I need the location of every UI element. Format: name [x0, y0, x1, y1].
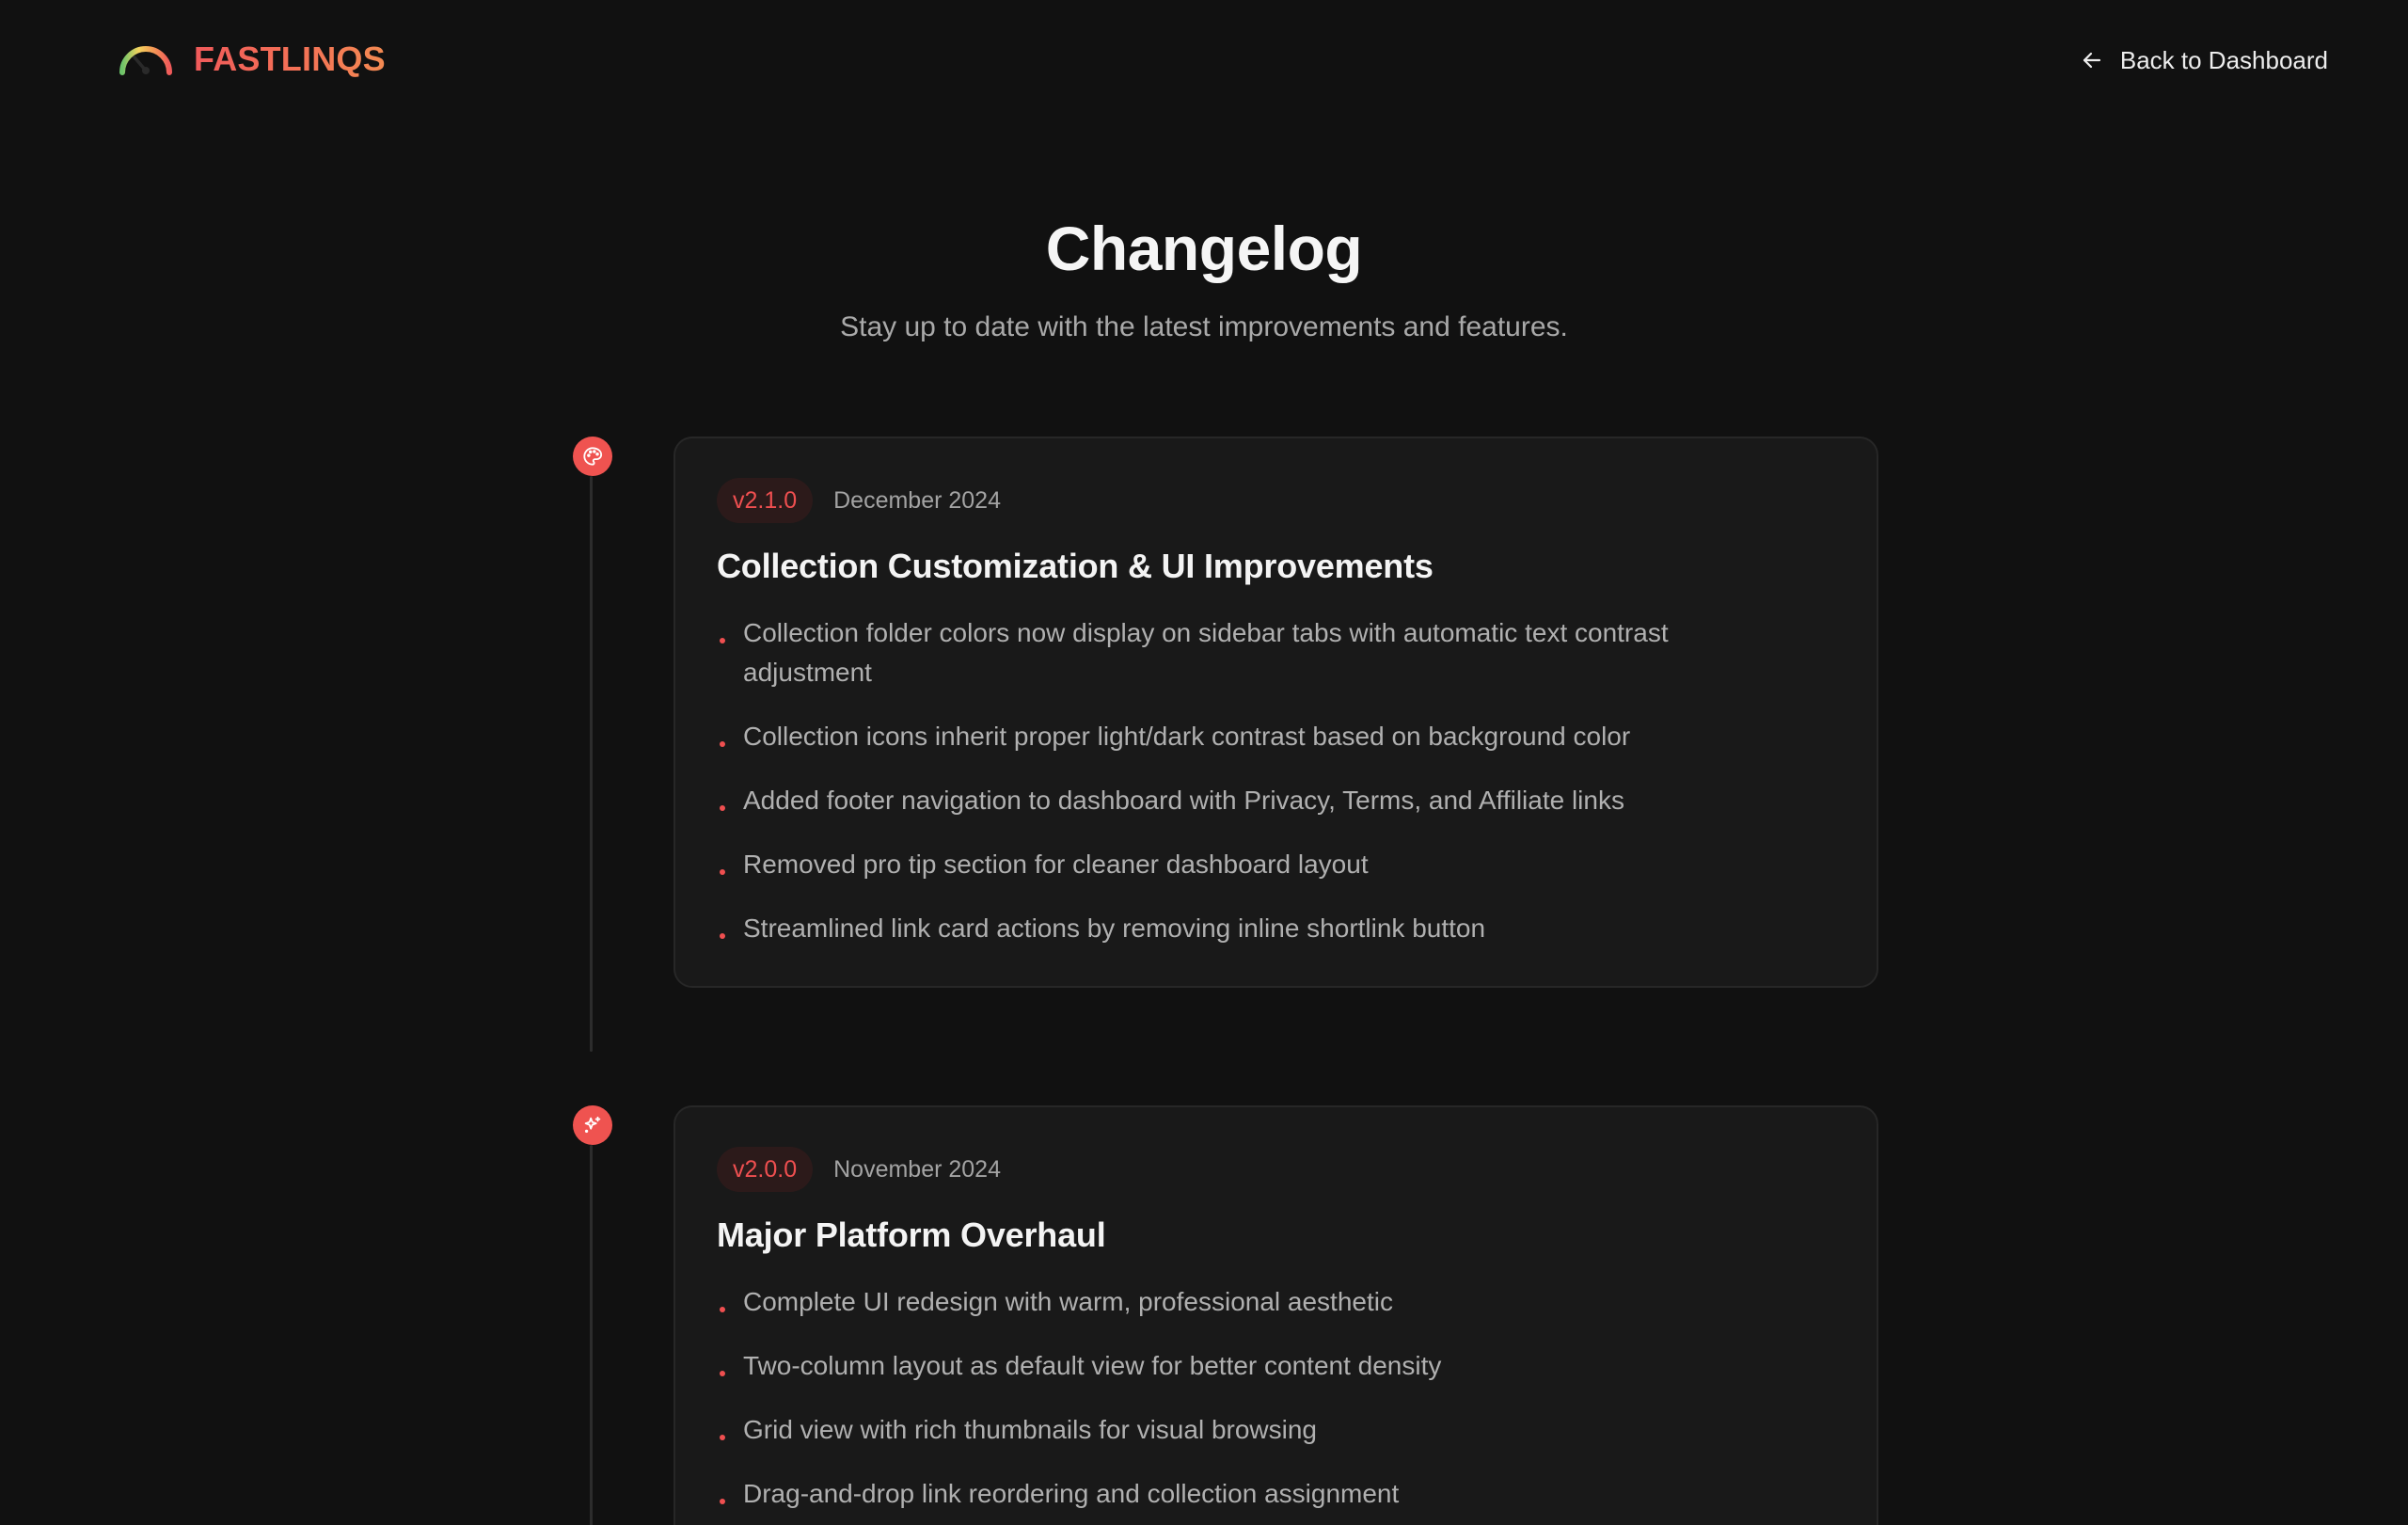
change-item [717, 909, 1751, 948]
back-to-dashboard-link[interactable] [2081, 41, 2328, 79]
palette-icon [582, 446, 603, 467]
top-header [0, 0, 2408, 120]
version-badge: v2.0.0 [717, 1147, 813, 1192]
change-text: Added footer navigation to dashboard with Privacy, Terms, and Affiliate links [743, 786, 1624, 815]
change-text: Collection folder colors now display on sidebar tabs with automatic text contrast adjustment [743, 618, 1669, 687]
version-badge: v2.1.0 [717, 478, 813, 523]
bullet-dot-icon [720, 1435, 725, 1440]
release-marker [573, 437, 612, 476]
change-text: Collection icons inherit proper light/dark contrast based on background color [743, 722, 1631, 751]
change-text: Streamlined link card actions by removing inline shortlink button [743, 913, 1486, 943]
change-item [717, 1282, 1751, 1322]
change-list [717, 1282, 1835, 1514]
release-marker [573, 1105, 612, 1145]
brand-logo-link[interactable] [117, 36, 386, 83]
bullet-dot-icon [720, 805, 725, 811]
timeline-connector [590, 1145, 593, 1525]
release-meta [717, 478, 1835, 523]
change-item [717, 613, 1751, 692]
change-item [717, 717, 1751, 756]
change-item [717, 781, 1751, 820]
change-item [717, 1474, 1751, 1514]
release-card [673, 437, 1878, 988]
page-subtitle: Stay up to date with the latest improvements and features. [840, 311, 1568, 342]
bullet-dot-icon [720, 869, 725, 875]
release-title: Collection Customization & UI Improvements [717, 547, 1434, 585]
bullet-dot-icon [720, 1499, 725, 1504]
page-title: Changelog [1045, 214, 1363, 283]
page-hero [0, 207, 2408, 346]
change-item [717, 1410, 1751, 1450]
change-text: Grid view with rich thumbnails for visual browsing [743, 1415, 1317, 1444]
change-item [717, 845, 1751, 884]
arrow-left-icon [2081, 49, 2103, 71]
change-list [717, 613, 1835, 948]
brand-name: FASTLINQS [194, 40, 386, 78]
change-text: Removed pro tip section for cleaner dashboard layout [743, 850, 1369, 879]
speedometer-gauge-icon [117, 42, 175, 76]
sparkles-icon [582, 1115, 603, 1136]
bullet-dot-icon [720, 1307, 725, 1312]
bullet-dot-icon [720, 638, 725, 643]
timeline-connector [590, 476, 593, 1052]
release-date: November 2024 [833, 1155, 1001, 1183]
bullet-dot-icon [720, 741, 725, 747]
change-text: Complete UI redesign with warm, professional aesthetic [743, 1287, 1393, 1316]
release-card [673, 1105, 1878, 1525]
bullet-dot-icon [720, 1371, 725, 1376]
release-title: Major Platform Overhaul [717, 1215, 1106, 1254]
change-text: Drag-and-drop link reordering and collection assignment [743, 1479, 1400, 1508]
bullet-dot-icon [720, 933, 725, 939]
release-meta [717, 1147, 1835, 1192]
change-item [717, 1346, 1751, 1386]
change-text: Two-column layout as default view for better content density [743, 1351, 1442, 1380]
back-link-label: Back to Dashboard [2119, 45, 2328, 74]
release-date: December 2024 [833, 486, 1001, 514]
